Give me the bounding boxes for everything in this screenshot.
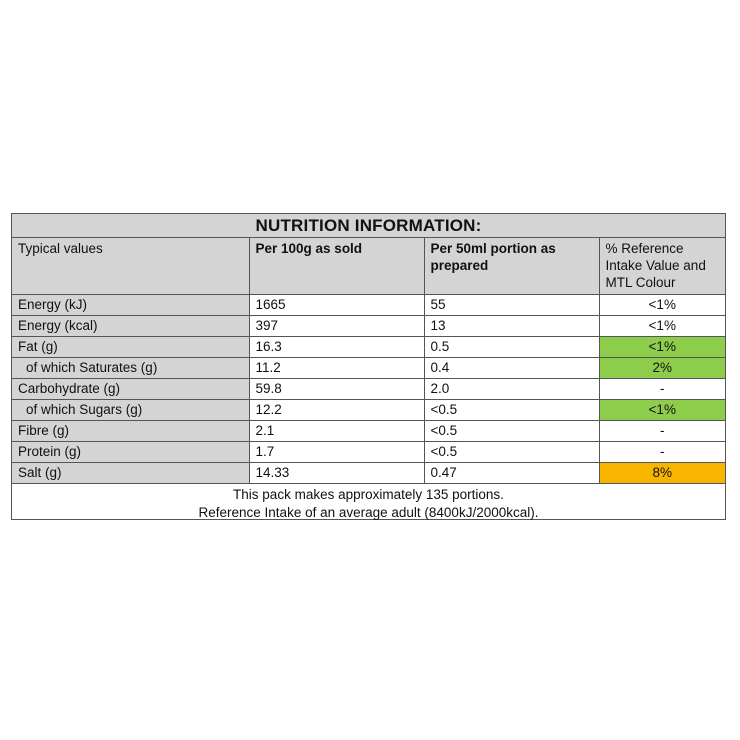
- table-row: [12, 295, 725, 316]
- table-row: [12, 400, 725, 421]
- per-100g-value: 2.1: [249, 421, 424, 442]
- reference-intake-value: -: [599, 442, 725, 463]
- row-label: of which Sugars (g): [12, 400, 249, 421]
- row-label: Protein (g): [12, 442, 249, 463]
- reference-intake-value: -: [599, 421, 725, 442]
- per-50ml-value: 0.4: [424, 358, 599, 379]
- row-label: Energy (kJ): [12, 295, 249, 316]
- row-label: Fat (g): [12, 337, 249, 358]
- reference-intake-value: <1%: [599, 295, 725, 316]
- table-row: [12, 358, 725, 379]
- reference-intake-value: 2%: [599, 358, 725, 379]
- header-per-50ml: Per 50ml portion as prepared: [424, 238, 599, 295]
- nutrition-title: NUTRITION INFORMATION:: [12, 214, 725, 238]
- per-50ml-value: <0.5: [424, 421, 599, 442]
- per-100g-value: 12.2: [249, 400, 424, 421]
- header-typical-values: Typical values: [12, 238, 249, 295]
- nutrition-panel: [11, 213, 726, 520]
- table-row: [12, 421, 725, 442]
- per-50ml-value: <0.5: [424, 400, 599, 421]
- portions-note: This pack makes approximately 135 portions.: [233, 487, 504, 502]
- table-row: [12, 316, 725, 337]
- per-100g-value: 1.7: [249, 442, 424, 463]
- per-100g-value: 59.8: [249, 379, 424, 400]
- table-row: [12, 463, 725, 484]
- per-100g-value: 16.3: [249, 337, 424, 358]
- per-50ml-value: 0.47: [424, 463, 599, 484]
- per-50ml-value: 0.5: [424, 337, 599, 358]
- header-per-100g: Per 100g as sold: [249, 238, 424, 295]
- row-label: Carbohydrate (g): [12, 379, 249, 400]
- per-100g-value: 1665: [249, 295, 424, 316]
- row-label: of which Saturates (g): [12, 358, 249, 379]
- header-reference-intake: % Reference Intake Value and MTL Colour: [599, 238, 725, 295]
- nutrition-table: [12, 238, 725, 484]
- per-50ml-value: 55: [424, 295, 599, 316]
- per-100g-value: 14.33: [249, 463, 424, 484]
- header-row: [12, 238, 725, 295]
- table-row: [12, 379, 725, 400]
- reference-intake-value: <1%: [599, 316, 725, 337]
- table-row: [12, 442, 725, 463]
- per-50ml-value: 13: [424, 316, 599, 337]
- row-label: Salt (g): [12, 463, 249, 484]
- reference-intake-note: Reference Intake of an average adult (8400kJ/2000kcal).: [198, 505, 539, 520]
- reference-intake-value: <1%: [599, 400, 725, 421]
- reference-intake-value: -: [599, 379, 725, 400]
- per-50ml-value: <0.5: [424, 442, 599, 463]
- footer-notes: [12, 484, 725, 522]
- per-50ml-value: 2.0: [424, 379, 599, 400]
- reference-intake-value: 8%: [599, 463, 725, 484]
- table-row: [12, 337, 725, 358]
- reference-intake-value: <1%: [599, 337, 725, 358]
- per-100g-value: 11.2: [249, 358, 424, 379]
- row-label: Energy (kcal): [12, 316, 249, 337]
- per-100g-value: 397: [249, 316, 424, 337]
- row-label: Fibre (g): [12, 421, 249, 442]
